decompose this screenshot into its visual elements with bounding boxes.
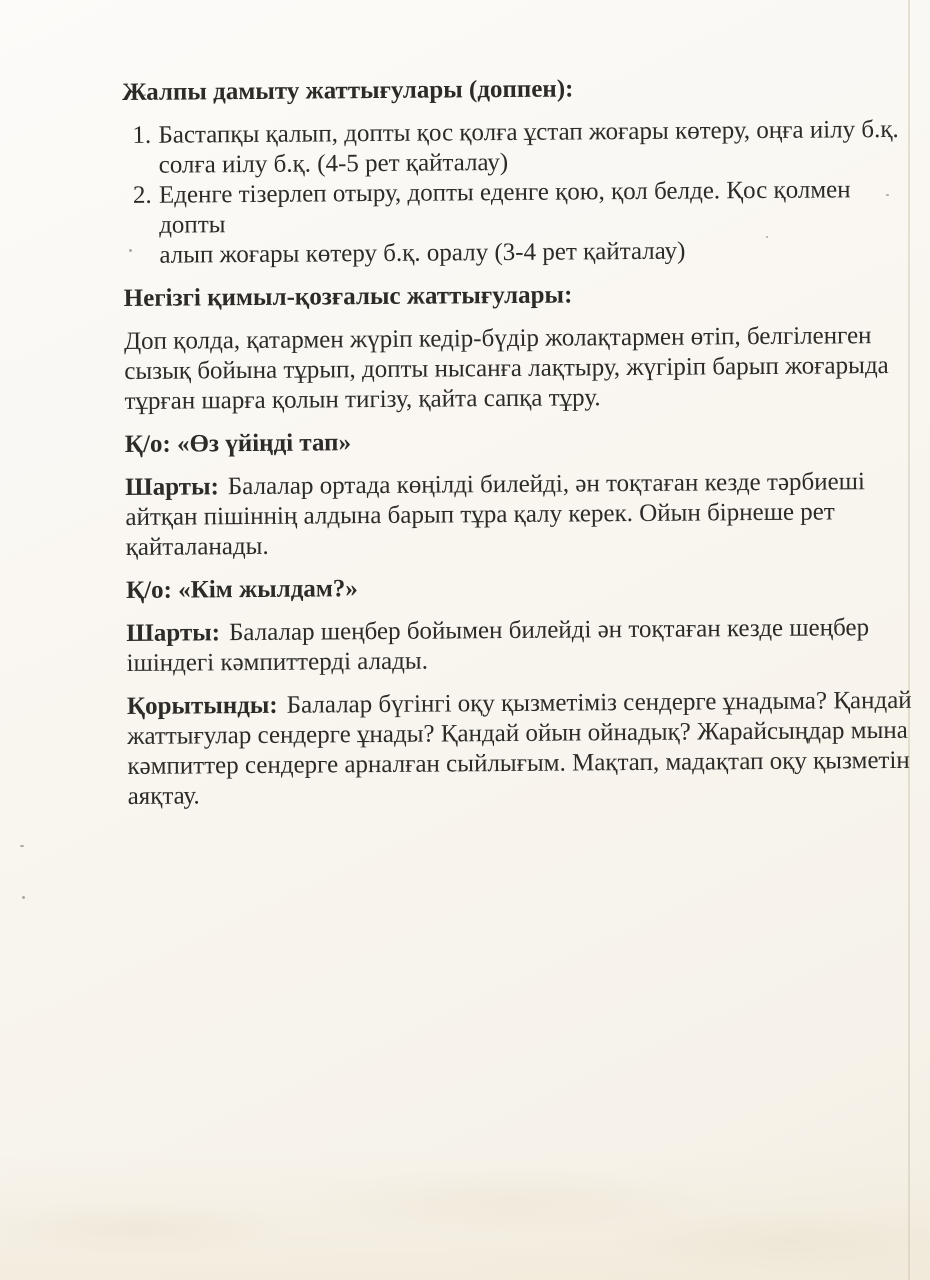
warmup-heading: Жалпы дамыту жаттығулары (доппен): [122, 75, 574, 106]
warmup-exercise-list [122, 115, 915, 271]
game2-rules-label: Шарты: [126, 619, 221, 647]
game1-title: Қ/о: «Өз үйіңді тап» [124, 429, 352, 458]
game1-rules-text: Балалар ортада көңілді билейді, ән тоқтаған кезде тәрбиеші айтқан пішіннің алдына барып тұра қалу керек. Ойын бірнеше рет қайталанады. [125, 468, 865, 561]
list-item [122, 115, 914, 181]
game2-rules-text: Балалар шеңбер бойымен билейді ән тоқтаған кезде шеңбер ішіндегі кәмпиттерді алады. [126, 614, 870, 677]
list-item [123, 175, 916, 271]
document-body [122, 72, 920, 825]
list-item-number: 2. [132, 181, 152, 209]
game1-rules-label: Шарты: [125, 473, 219, 501]
conclusion-label: Қорытынды: [126, 691, 278, 720]
list-item-text: Еденге тізерлеп отыру, допты еденге қою, қол белде. Қос қолмен допты алып жоғары көтеру б.қ. оралу (3-4 рет қайталау) [158, 176, 851, 269]
paper-texture [0, 1150, 930, 1280]
conclusion-text: Балалар бүгінгі оқу қызметіміз сендерге ұнадыма? Қандай жаттығулар сендерге ұнады? Қандай ойын ойнадық? Жарайсыңдар мына кәмпиттер сендерге арналған сыйлығым. Мақтап, мадақтап оқу қызметін аяқтау. [127, 686, 912, 810]
game2-title: Қ/о: «Кім жылдам?» [125, 575, 358, 604]
main-exercises-text: Доп қолда, қатармен жүріп кедір-бүдір жолақтармен өтіп, белгіленген сызық бойына тұрып, допты нысанға лақтыру, жүгіріп барып жоғарыда тұрған шарға қолын тигізу, қайта сапқа тұру. [123, 322, 889, 415]
scan-speck [22, 896, 25, 899]
list-item-number: 1. [132, 121, 152, 149]
game1-rules [125, 467, 918, 563]
list-item-text: Бастапқы қалып, допты қос қолға ұстап жоғары көтеру, оңға иілу б.қ. солға иілу б.қ. (4-5 рет қайталау) [158, 115, 899, 179]
game2-rules [126, 613, 918, 679]
main-exercises-heading: Негізгі қимыл-қозғалыс жаттығулары: [123, 281, 573, 312]
main-exercises-paragraph [124, 321, 917, 417]
conclusion-paragraph [127, 686, 920, 812]
scan-speck [20, 845, 24, 847]
